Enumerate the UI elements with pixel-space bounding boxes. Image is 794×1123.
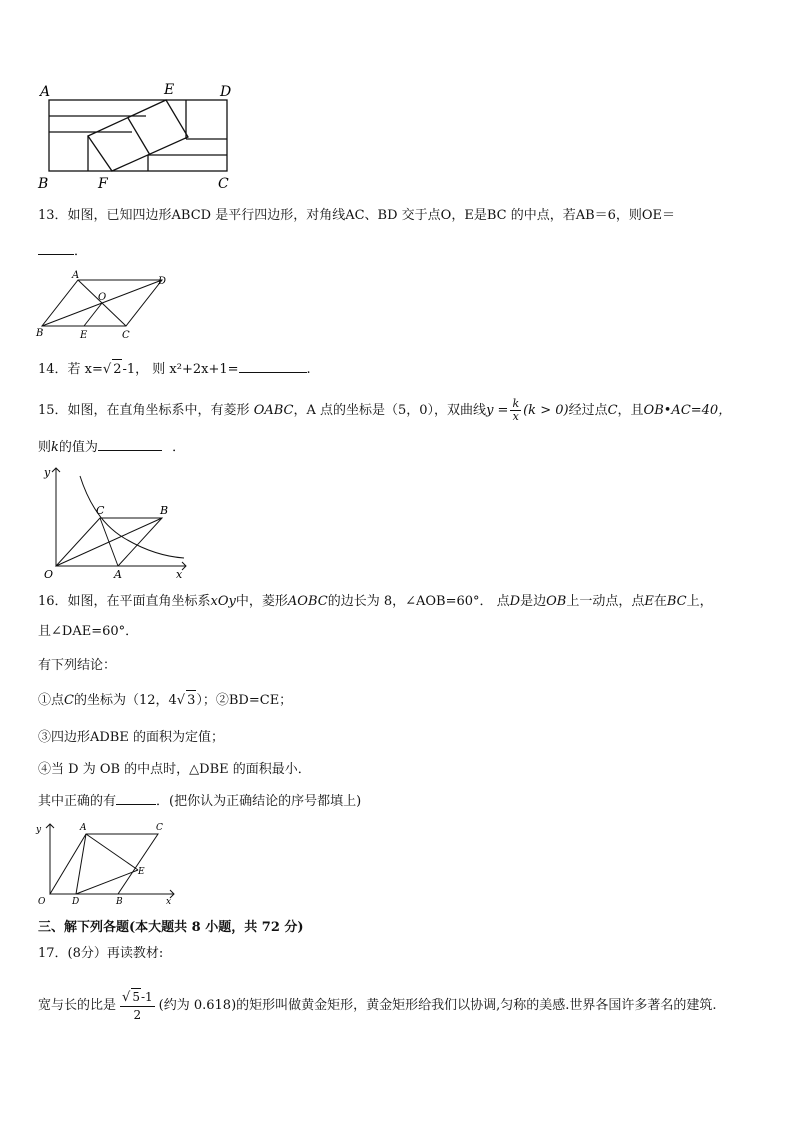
fig12-label-A: A	[40, 84, 51, 100]
fraction-k-over-x: $\frac{k}{x}$	[512, 397, 520, 423]
fig12-label-E: E	[164, 82, 175, 98]
fig16-label-y: y	[36, 825, 42, 835]
section-3-title: 三、解下列各题(本大题共 8 小题，共 72 分)	[38, 920, 304, 935]
fig16-label-D: D	[72, 897, 80, 907]
q16-line3: 有下列结论：	[38, 658, 117, 673]
q16-conclusion-4: ④当 D 为 OB 的中点时，△DBE 的面积最小．	[38, 762, 311, 777]
fig15-label-y: y	[44, 466, 51, 479]
q17-heading: 17．(8分）再读教材:	[38, 946, 164, 961]
fig12-label-D: D	[220, 84, 232, 100]
fig16-label-O: O	[38, 897, 46, 907]
q13-text: 13．如图，已知四边形ABCD 是平行四边形，对角线AC、BD 交于点O，E是BC 的中点，若AB＝6，则OE＝	[38, 208, 676, 223]
q16-line2: 且∠DAE=60°．	[38, 624, 139, 639]
fig16-label-E: E	[138, 867, 145, 877]
radical-sign: √	[102, 362, 112, 377]
radical-sign: √	[176, 693, 186, 708]
radical-sign: √	[122, 990, 131, 1005]
figure-rhombus-hyperbola	[36, 460, 196, 584]
fig15-label-C: C	[96, 504, 105, 517]
fig13-label-A: A	[72, 270, 80, 281]
q14-answer-blank[interactable]	[239, 358, 307, 373]
q16-conclusion-3: ③四边形ADBE 的面积为定值；	[38, 730, 224, 745]
fig12-label-C: C	[218, 176, 229, 192]
q13-answer-blank[interactable]	[38, 240, 74, 255]
fig16-label-B: B	[116, 897, 123, 907]
q16-answer-line: 其中正确的有 ．(把你认为正确结论的序号都填上)	[38, 790, 361, 812]
fig12-label-B: B	[38, 176, 49, 192]
fig15-label-x: x	[176, 568, 183, 581]
q17-line1: 宽与长的比是 $\frac{√ 5-1}{2}$ (约为 0.618)的矩形叫做黄金矩形，黄金矩形给我们以协调,匀称的美感.世界各国许多著名的建筑.	[38, 990, 717, 1022]
fig13-label-D: D	[158, 276, 167, 287]
q16-conclusion-1-2: ①点C的坐标为（12，4√ 3）；②BD=CE；	[38, 690, 292, 711]
fig13-label-E: E	[80, 330, 88, 341]
q14-text: 14．若 x=√ 2-1， 则 x²+2x+1= .	[38, 358, 311, 380]
q13-answer-line: ．	[38, 240, 87, 262]
fig16-label-A: A	[80, 823, 87, 833]
fig13-label-C: C	[122, 330, 130, 341]
fig16-label-x: x	[166, 897, 172, 907]
q16-answer-blank[interactable]	[116, 790, 156, 805]
figure-parallelogram	[34, 268, 174, 342]
fig12-label-F: F	[98, 176, 108, 192]
fig16-label-C: C	[156, 823, 163, 833]
fig15-label-B: B	[160, 504, 169, 517]
q15-answer-blank[interactable]	[98, 436, 162, 451]
figure-rectangle-pieces	[36, 80, 246, 192]
q15-line2: 则k的值为 ．	[38, 436, 185, 458]
fraction-golden-ratio: $\frac{√ 5-1}{2}$	[122, 990, 153, 1022]
q16-line1: 16．如图，在平面直角坐标系xOy中，菱形AOBC的边长为 8，∠AOB=60°． 点D是边OB上一动点，点E在BC上，	[38, 594, 713, 609]
q15-line1: 15．如图，在直角坐标系中，有菱形 OABC，A 点的坐标是（5，0），双曲线y = $\frac{k}{x}$ (k > 0)经过点C，且OB•AC=40，	[38, 397, 732, 423]
fig15-label-A: A	[114, 568, 122, 581]
fig13-label-B: B	[36, 328, 44, 339]
fig15-label-O: O	[44, 568, 54, 581]
figure-rhombus-coordinate	[34, 818, 184, 908]
fig13-label-O: O	[98, 292, 107, 303]
